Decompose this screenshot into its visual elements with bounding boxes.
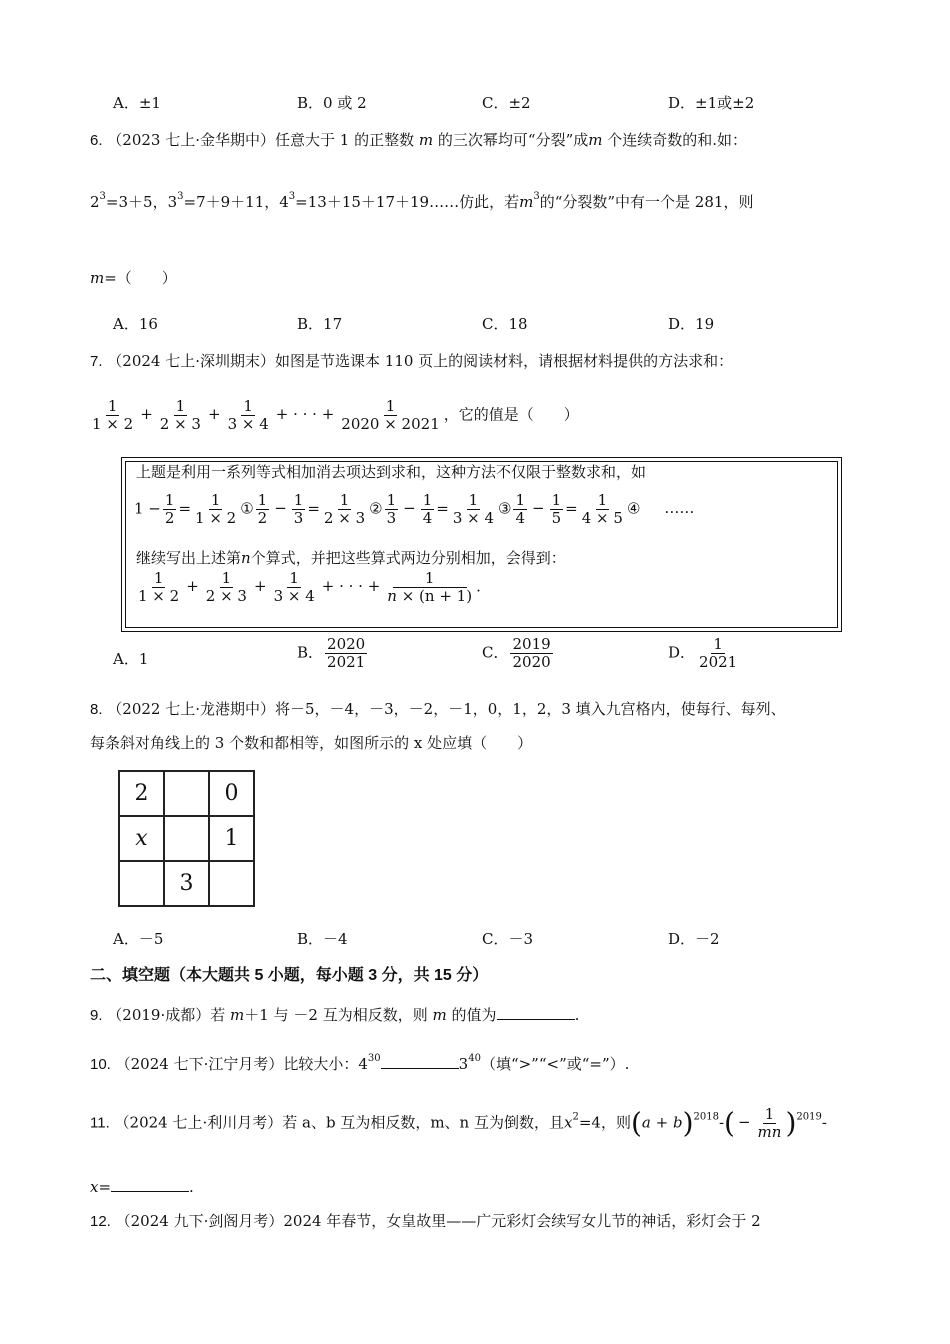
q7-option-a: A．1 [113, 650, 149, 668]
q6-equations [90, 193, 753, 211]
q6-eq-exp: 3 [288, 191, 296, 202]
q6-var-m: m [588, 131, 603, 149]
q7-question [90, 352, 733, 371]
q8-text: 将－5，－4，－3，－2，－1，0，1，2，3 填入九宫格内，使每行、每列、 [275, 700, 786, 718]
q6-question [90, 131, 747, 150]
q6-answer-paren: =（ ） [104, 269, 177, 287]
q12-question [90, 1212, 761, 1231]
q9-expr: －2 [293, 1006, 318, 1024]
q6-eq-base: 4 [279, 193, 289, 211]
q9-text: 与 [273, 1006, 289, 1024]
box-fraction: $\frac{1}{2}$ [164, 491, 175, 527]
q6-text: 的“分裂数”中有一个是 281，则 [539, 193, 754, 211]
box-fraction: $\frac{1}{2 \times 3}$ [323, 491, 366, 527]
grid-cell: 1 [209, 816, 254, 861]
q9-end: . [574, 1006, 580, 1024]
q7-box-sum: $\frac{1}{1 \times 2}$ + $\frac{1}{2 \times 3}$ + $\frac{1}{3 \times 4}$ + · · · + $\frac{1}{n \times (n + 1)}$ . [138, 569, 481, 605]
q10-text: （填“>”“<”或“=”）. [480, 1055, 630, 1073]
q11-end: . [189, 1178, 194, 1196]
q5-option-b: B．0 或 2 [297, 94, 367, 112]
grid-cell [209, 861, 254, 906]
plus-sign: + [140, 405, 153, 424]
q7-reading-material-box [121, 457, 842, 632]
q11-source: （2024 七上·利川月考） [114, 1113, 283, 1132]
q12-number: 12. [90, 1213, 111, 1230]
q5-option-a: A．±1 [113, 94, 161, 112]
box-fraction: $\frac{1}{5}$ [551, 491, 562, 527]
q6-text: 个连续奇数的和.如： [607, 131, 748, 149]
box-ellipsis: …… [664, 499, 695, 518]
q7-source: （2024 七上·深圳期末） [107, 352, 276, 370]
q7-sum-expression [88, 398, 579, 433]
q11-text: =4，则 [578, 1113, 631, 1132]
q10-base: 3 [458, 1055, 469, 1073]
q5-option-c: C．±2 [482, 94, 531, 112]
q11-exp: 2018 [693, 1111, 719, 1123]
box-fraction: $\frac{1}{3}$ [386, 491, 397, 527]
q11-xeq: x= [90, 1178, 112, 1196]
grid-cell: 3 [164, 861, 209, 906]
q11-question: 11. （2024 七上·利川月考）若 a、b 互为相反数，m、n 互为倒数，且$x^2=4$，则$(a + b)^{2018}-$( − $\frac{1}{mn}$ )$^{2019}$- [90, 1105, 827, 1141]
box-fraction: $\frac{1}{2 \times 3}$ [205, 569, 247, 605]
q6-options [0, 315, 950, 335]
box-fraction: $\frac{1}{n \times (n + 1)}$ [387, 569, 473, 605]
box-fraction: $\frac{1}{4 \times 5}$ [581, 491, 623, 527]
q6-eq-base: 2 [90, 193, 100, 211]
q6-option-a: A．16 [113, 315, 158, 333]
box-fraction: $\frac{1}{1 \times 2}$ [195, 491, 237, 527]
q7-fraction: $\frac{1}{2 \times 3}$ [159, 397, 201, 433]
q11-neg: − [737, 1113, 751, 1132]
q12-text: 2024 年春节，女皇故里——广元彩灯会续写女儿节的神话，彩灯会于 2 [283, 1212, 761, 1230]
q9-answer-blank[interactable] [497, 1003, 575, 1020]
q5-option-d: D．±1或±2 [668, 94, 755, 112]
q10-source: （2024 七下·江宁月考） [115, 1055, 284, 1073]
q6-text: 的三次幂均可“分裂”成 [437, 131, 589, 149]
q11-dash: - [821, 1113, 827, 1132]
box-fraction: $\frac{1}{3 \times 4}$ [452, 491, 495, 527]
box-fraction: $\frac{1}{4}$ [422, 491, 433, 527]
plus-sign: + [207, 405, 221, 424]
grid-cell [119, 861, 164, 906]
q9-source: （2019·成都） [107, 1006, 211, 1024]
box-fraction: $\frac{1}{1 \times 2}$ [138, 569, 180, 605]
q11-exp: 2019 [796, 1111, 822, 1123]
q11-exp: 2 [572, 1111, 579, 1123]
q10-base: 4 [358, 1055, 368, 1073]
q10-text: 比较大小： [283, 1055, 359, 1073]
q6-var-m: m [90, 269, 105, 287]
q6-source: （2023 七上·金华期中） [107, 131, 276, 149]
q10-exp: 40 [468, 1053, 481, 1064]
q7-text: 如图是节选课本 110 页上的阅读材料，请根据材料提供的方法求和： [275, 352, 734, 370]
q6-option-d: D．19 [668, 315, 715, 333]
q8-question-line2: 每条斜对角线上的 3 个数和都相等，如图所示的 x 处应填（ ） [90, 734, 533, 752]
grid-cell: x [119, 816, 164, 861]
q9-text: 若 [210, 1006, 226, 1024]
q6-eq-rhs: =3＋5， [105, 193, 168, 211]
q7-number: 7. [90, 353, 103, 370]
q6-answer-line [90, 269, 177, 287]
q8-option-d: D．－2 [668, 930, 720, 948]
q11-number: 11. [90, 1114, 110, 1132]
q11-answer-blank[interactable] [111, 1175, 189, 1192]
q9-text: 互为相反数，则 [322, 1006, 428, 1024]
q9-question [90, 1003, 579, 1025]
q7-box-line3: 继续写出上述第n个算式，并把这些算式两边分别相加，会得到： [136, 549, 566, 567]
q8-option-a: A．－5 [113, 930, 164, 948]
q9-number: 9. [90, 1007, 103, 1024]
q9-expr: ＋1 [244, 1006, 269, 1024]
q6-eq-rhs: =13＋15＋17＋19……仿此，若 [295, 193, 520, 211]
q11-ab: a + b [641, 1113, 683, 1132]
q6-var-m: m [519, 193, 534, 211]
q5-options [0, 94, 950, 114]
ellipsis-sign: + · · · + [275, 405, 335, 424]
q11-text: 若 a、b 互为相反数，m、n 互为倒数，且 [282, 1113, 564, 1132]
box-fraction: $\frac{1}{4}$ [515, 491, 526, 527]
grid-cell [164, 771, 209, 816]
q8-option-c: C．－3 [482, 930, 534, 948]
q9-var-m: m [432, 1006, 447, 1024]
q11-answer-line [90, 1175, 194, 1196]
q7-fraction: $\frac{1}{3 \times 4}$ [227, 397, 269, 433]
q6-var-m: m [418, 131, 434, 149]
q9-var-m: m [230, 1006, 245, 1024]
q8-source: （2022 七上·龙港期中） [107, 700, 276, 718]
box-fraction: $\frac{1}{3 \times 4}$ [273, 569, 315, 605]
q8-option-b: B．－4 [297, 930, 348, 948]
q6-eq-base: 3 [167, 193, 178, 211]
q6-eq-exp: 3 [533, 191, 540, 202]
q6-option-c: C．18 [482, 315, 528, 333]
q7-box-line1: 上题是利用一系列等式相加消去项达到求和，这种方法不仅限于整数求和，如 [136, 463, 647, 481]
grid-cell: 0 [209, 771, 254, 816]
q11-fraction: $\frac{1}{mn}$ [757, 1105, 782, 1141]
q7-tail: ，它的值是（ ） [443, 405, 579, 424]
q8-question-line1 [90, 700, 786, 719]
q8-options [0, 930, 950, 950]
q10-number: 10. [90, 1056, 111, 1073]
q6-eq-rhs: =7＋9＋11， [183, 193, 280, 211]
q6-option-b: B．17 [297, 315, 343, 333]
q6-number: 6. [90, 132, 103, 149]
q6-text: 任意大于 1 的正整数 [275, 131, 415, 149]
box-fraction: $\frac{1}{2}$ [257, 491, 268, 527]
q11-var-x: x [564, 1113, 573, 1132]
q9-text: 的值为 [451, 1006, 497, 1024]
box-fraction: $\frac{1}{3}$ [293, 491, 304, 527]
q6-eq-exp: 3 [99, 191, 106, 202]
grid-cell [164, 816, 209, 861]
q7-option-d: D． $\frac{1}{2021}$ [668, 635, 738, 671]
q7-fraction: $\frac{1}{1 \times 2}$ [92, 397, 134, 433]
q12-source: （2024 九下·剑阁月考） [115, 1212, 284, 1230]
q11-minus: - [718, 1113, 725, 1132]
q6-eq-exp: 3 [177, 191, 184, 202]
q7-option-c: C． $\frac{2019}{2020}$ [482, 635, 551, 671]
q10-question [90, 1052, 629, 1074]
q7-options [0, 636, 950, 680]
section-heading-fill-blank: 二、填空题（本大题共 5 小题，每小题 3 分，共 15 分） [90, 967, 489, 984]
q10-answer-blank[interactable] [381, 1052, 459, 1069]
grid-cell: 2 [119, 771, 164, 816]
q7-box-equations: 1 − $\frac{1}{2}$ = $\frac{1}{1 \times 2}$ ① $\frac{1}{2}$ − $\frac{1}{3}$ = $\frac{1}{2 \times 3}$ ② $\frac{1}{3}$ − $\frac{1}{4}$ = $\frac{1}{3 \times 4}$ ③ $\frac{1}{4}$ − $\frac{1}{5}$ = $\frac{1}{4 \times 5}$ ④ …… [134, 491, 695, 527]
magic-square-grid [118, 770, 255, 907]
q10-exp: 30 [367, 1053, 381, 1064]
q8-number: 8. [90, 701, 103, 718]
q7-option-b: B． $\frac{2020}{2021}$ [297, 635, 366, 671]
q7-fraction: $\frac{1}{2020 \times 2021}$ [341, 397, 440, 433]
